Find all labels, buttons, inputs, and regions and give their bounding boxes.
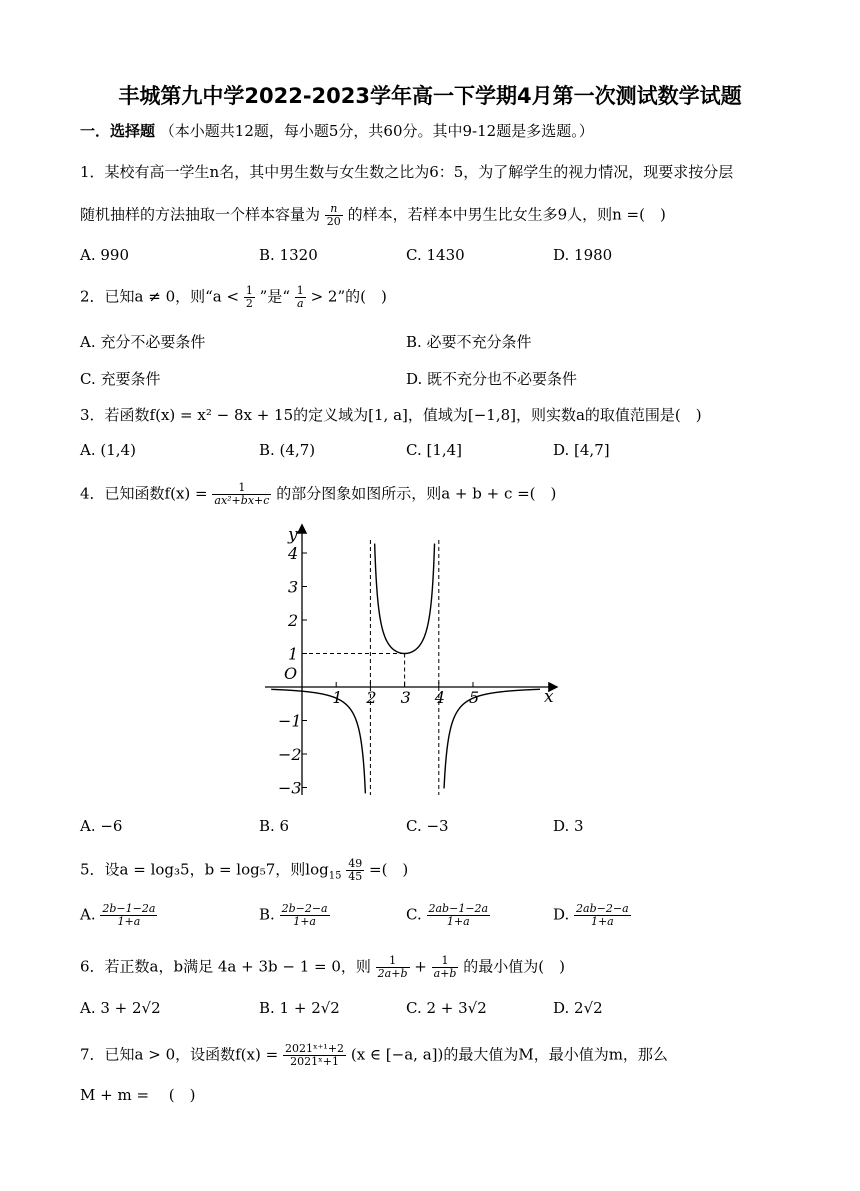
q7-frac-num: 2021ˣ⁺¹+2: [284, 1042, 345, 1055]
q3-option-d[interactable]: D. [4,7]: [553, 441, 610, 459]
q6-option-c[interactable]: C. 2 + 3√2: [406, 999, 487, 1017]
q5-option-b-num: 2b−2−a: [281, 902, 328, 915]
q1-frac-num: n: [325, 203, 343, 216]
q5-option-c[interactable]: [406, 903, 490, 928]
q5-option-d[interactable]: [553, 903, 631, 928]
q5-option-c-num: 2ab−1−2a: [428, 902, 489, 915]
q1-fraction: [325, 203, 343, 228]
q2-frac1-den: 2: [245, 297, 253, 310]
q1-option-a[interactable]: A. 990: [80, 246, 129, 264]
q6-option-d[interactable]: D. 2√2: [553, 999, 603, 1017]
q5-option-d-den: 1+a: [590, 915, 614, 928]
q5-option-c-frac: [427, 903, 491, 928]
q7-frac-den: 2021ˣ+1: [290, 1055, 339, 1068]
q5-option-b-den: 1+a: [293, 915, 316, 928]
q5-option-d-frac: [574, 903, 631, 928]
x-tick-label-2: 2: [366, 688, 377, 707]
q3-option-c[interactable]: C. [1,4]: [406, 441, 463, 459]
y-tick-label-3: 3: [288, 577, 299, 597]
q5-frac-den: 45: [348, 870, 363, 883]
q7-stem: [80, 1043, 668, 1068]
function-curves: [271, 544, 540, 794]
q1-option-b[interactable]: B. 1320: [259, 246, 318, 264]
x-axis-label: x: [544, 687, 554, 707]
q5-option-a-letter: A.: [80, 905, 96, 924]
q4-fraction: [212, 482, 271, 507]
q2-frac2-den: a: [297, 297, 304, 310]
curve-branch-2: [375, 544, 435, 654]
x-tick-label-4: 4: [434, 688, 445, 707]
q4-option-a[interactable]: A. −6: [80, 817, 123, 835]
q2-stem: [80, 285, 387, 310]
q5-option-a-den: 1+a: [117, 915, 141, 928]
q2-option-a[interactable]: A. 充分不必要条件: [80, 333, 206, 351]
q5-option-b-frac: [280, 903, 330, 928]
q6-option-b[interactable]: B. 1 + 2√2: [259, 999, 340, 1017]
q2-stem-part-a: 2．已知a ≠ 0，则“a <: [80, 287, 240, 306]
page-title: 丰城第九中学2022-2023学年高一下学期4月第一次测试数学试题: [118, 84, 742, 108]
q5-option-c-letter: C.: [406, 905, 422, 924]
x-tick-label-1: 1: [332, 688, 343, 707]
q1-stem-part-b: 的样本，若样本中男生比女生多9人，则n =( ): [347, 205, 666, 224]
q5-option-d-letter: D.: [553, 905, 570, 924]
origin-label: O: [284, 664, 298, 683]
q6-frac1-num: 1: [376, 955, 410, 968]
q2-option-b[interactable]: B. 必要不充分条件: [406, 333, 532, 351]
q5-log-base: 15: [328, 870, 342, 882]
q2-fraction-1: [244, 285, 255, 310]
q5-stem: [80, 858, 408, 883]
y-tick-label-1: 1: [288, 644, 299, 664]
q3-option-a[interactable]: A. (1,4): [80, 441, 136, 459]
q6-plus: +: [414, 957, 427, 976]
guide-lines: [302, 540, 439, 795]
q1-option-d[interactable]: D. 1980: [553, 246, 613, 264]
q4-stem-part-a: 4．已知函数f(x) =: [80, 484, 208, 503]
q5-option-b[interactable]: [259, 903, 330, 928]
q2-stem-part-b: ”是“: [259, 287, 290, 306]
q4-option-c[interactable]: C. −3: [406, 817, 449, 835]
y-tick-label-4: 4: [288, 544, 299, 563]
q6-fraction-1: [376, 955, 410, 980]
q2-option-d[interactable]: D. 既不充分也不必要条件: [406, 370, 578, 388]
q5-stem-part-a: 5．设a = log₃5，b = log₅7，则log: [80, 860, 329, 879]
q6-stem: [80, 955, 565, 980]
q5-option-a-frac: [100, 903, 157, 928]
q1-stem-line2: [80, 203, 666, 228]
q6-stem-part-a: 6．若正数a，b满足 4a + 3b − 1 = 0，则: [80, 957, 371, 976]
q6-option-a[interactable]: A. 3 + 2√2: [80, 999, 161, 1017]
q6-frac1-den: 2a+b: [377, 967, 408, 980]
q1-stem-part-a: 随机抽样的方法抽取一个样本容量为: [80, 205, 321, 224]
section-note: （本小题共12题，每小题5分，共60分。其中9-12题是多选题。）: [159, 122, 594, 140]
q4-frac-num: 1: [212, 482, 271, 495]
q7-fraction: [283, 1043, 346, 1068]
q2-frac2-num: 1: [296, 284, 304, 297]
q2-option-c[interactable]: C. 充要条件: [80, 370, 161, 388]
q4-function-graph: [255, 520, 565, 805]
q3-option-b[interactable]: B. (4,7): [259, 441, 316, 459]
section-label: 一．选择题: [80, 122, 156, 140]
q2-fraction-2: [295, 285, 306, 310]
x-tick-label-5: 5: [469, 688, 480, 707]
q5-option-a-num: 2b−1−2a: [102, 902, 156, 915]
q6-fraction-2: [432, 955, 459, 980]
q1-stem-line1: 1．某校有高一学生n名，其中男生数与女生数之比为6：5，为了解学生的视力情况，现要求按分层: [80, 163, 734, 181]
q7-stem-line2: M + m = ( ): [80, 1086, 196, 1104]
y-tick-label--1: −1: [278, 711, 302, 731]
q6-frac2-num: 1: [432, 955, 459, 968]
q5-option-a[interactable]: [80, 903, 157, 928]
q5-option-c-den: 1+a: [446, 915, 470, 928]
q5-frac-num: 49: [348, 857, 363, 870]
q4-stem-part-b: 的部分图象如图所示，则a + b + c =( ): [276, 484, 557, 503]
q5-option-d-num: 2ab−2−a: [576, 902, 629, 915]
x-tick-label-3: 3: [400, 688, 411, 707]
q1-option-c[interactable]: C. 1430: [406, 246, 465, 264]
q4-frac-den: ax²+bx+c: [214, 494, 270, 507]
y-axis-label: y: [288, 525, 298, 545]
q7-stem-part-b: (x ∈ [−a, a])的最大值为M，最小值为m，那么: [350, 1045, 668, 1064]
q7-stem-part-a: 7．已知a > 0，设函数f(x) =: [80, 1045, 279, 1064]
section-header: [80, 120, 594, 141]
q2-stem-part-c: > 2”的( ): [310, 287, 387, 306]
q5-stem-part-b: =( ): [369, 860, 409, 879]
curve-branch-3: [444, 689, 540, 788]
q1-frac-den: 20: [326, 215, 341, 228]
q2-frac1-num: 1: [245, 284, 253, 297]
y-tick-label-2: 2: [288, 611, 299, 630]
y-tick-label--3: −3: [278, 778, 302, 798]
q4-stem: [80, 482, 556, 507]
q5-fraction: [346, 858, 364, 883]
q5-option-b-letter: B.: [259, 905, 275, 924]
axis-labels: [278, 525, 554, 798]
q4-option-b[interactable]: B. 6: [259, 817, 290, 835]
q6-frac2-den: a+b: [433, 967, 457, 980]
y-tick-label--2: −2: [278, 745, 302, 764]
q4-option-d[interactable]: D. 3: [553, 817, 584, 835]
q3-stem: 3．若函数f(x) = x² − 8x + 15的定义域为[1, a]，值域为[−1,8]，则实数a的取值范围是( ): [80, 406, 702, 424]
q6-stem-part-b: 的最小值为( ): [463, 957, 565, 976]
